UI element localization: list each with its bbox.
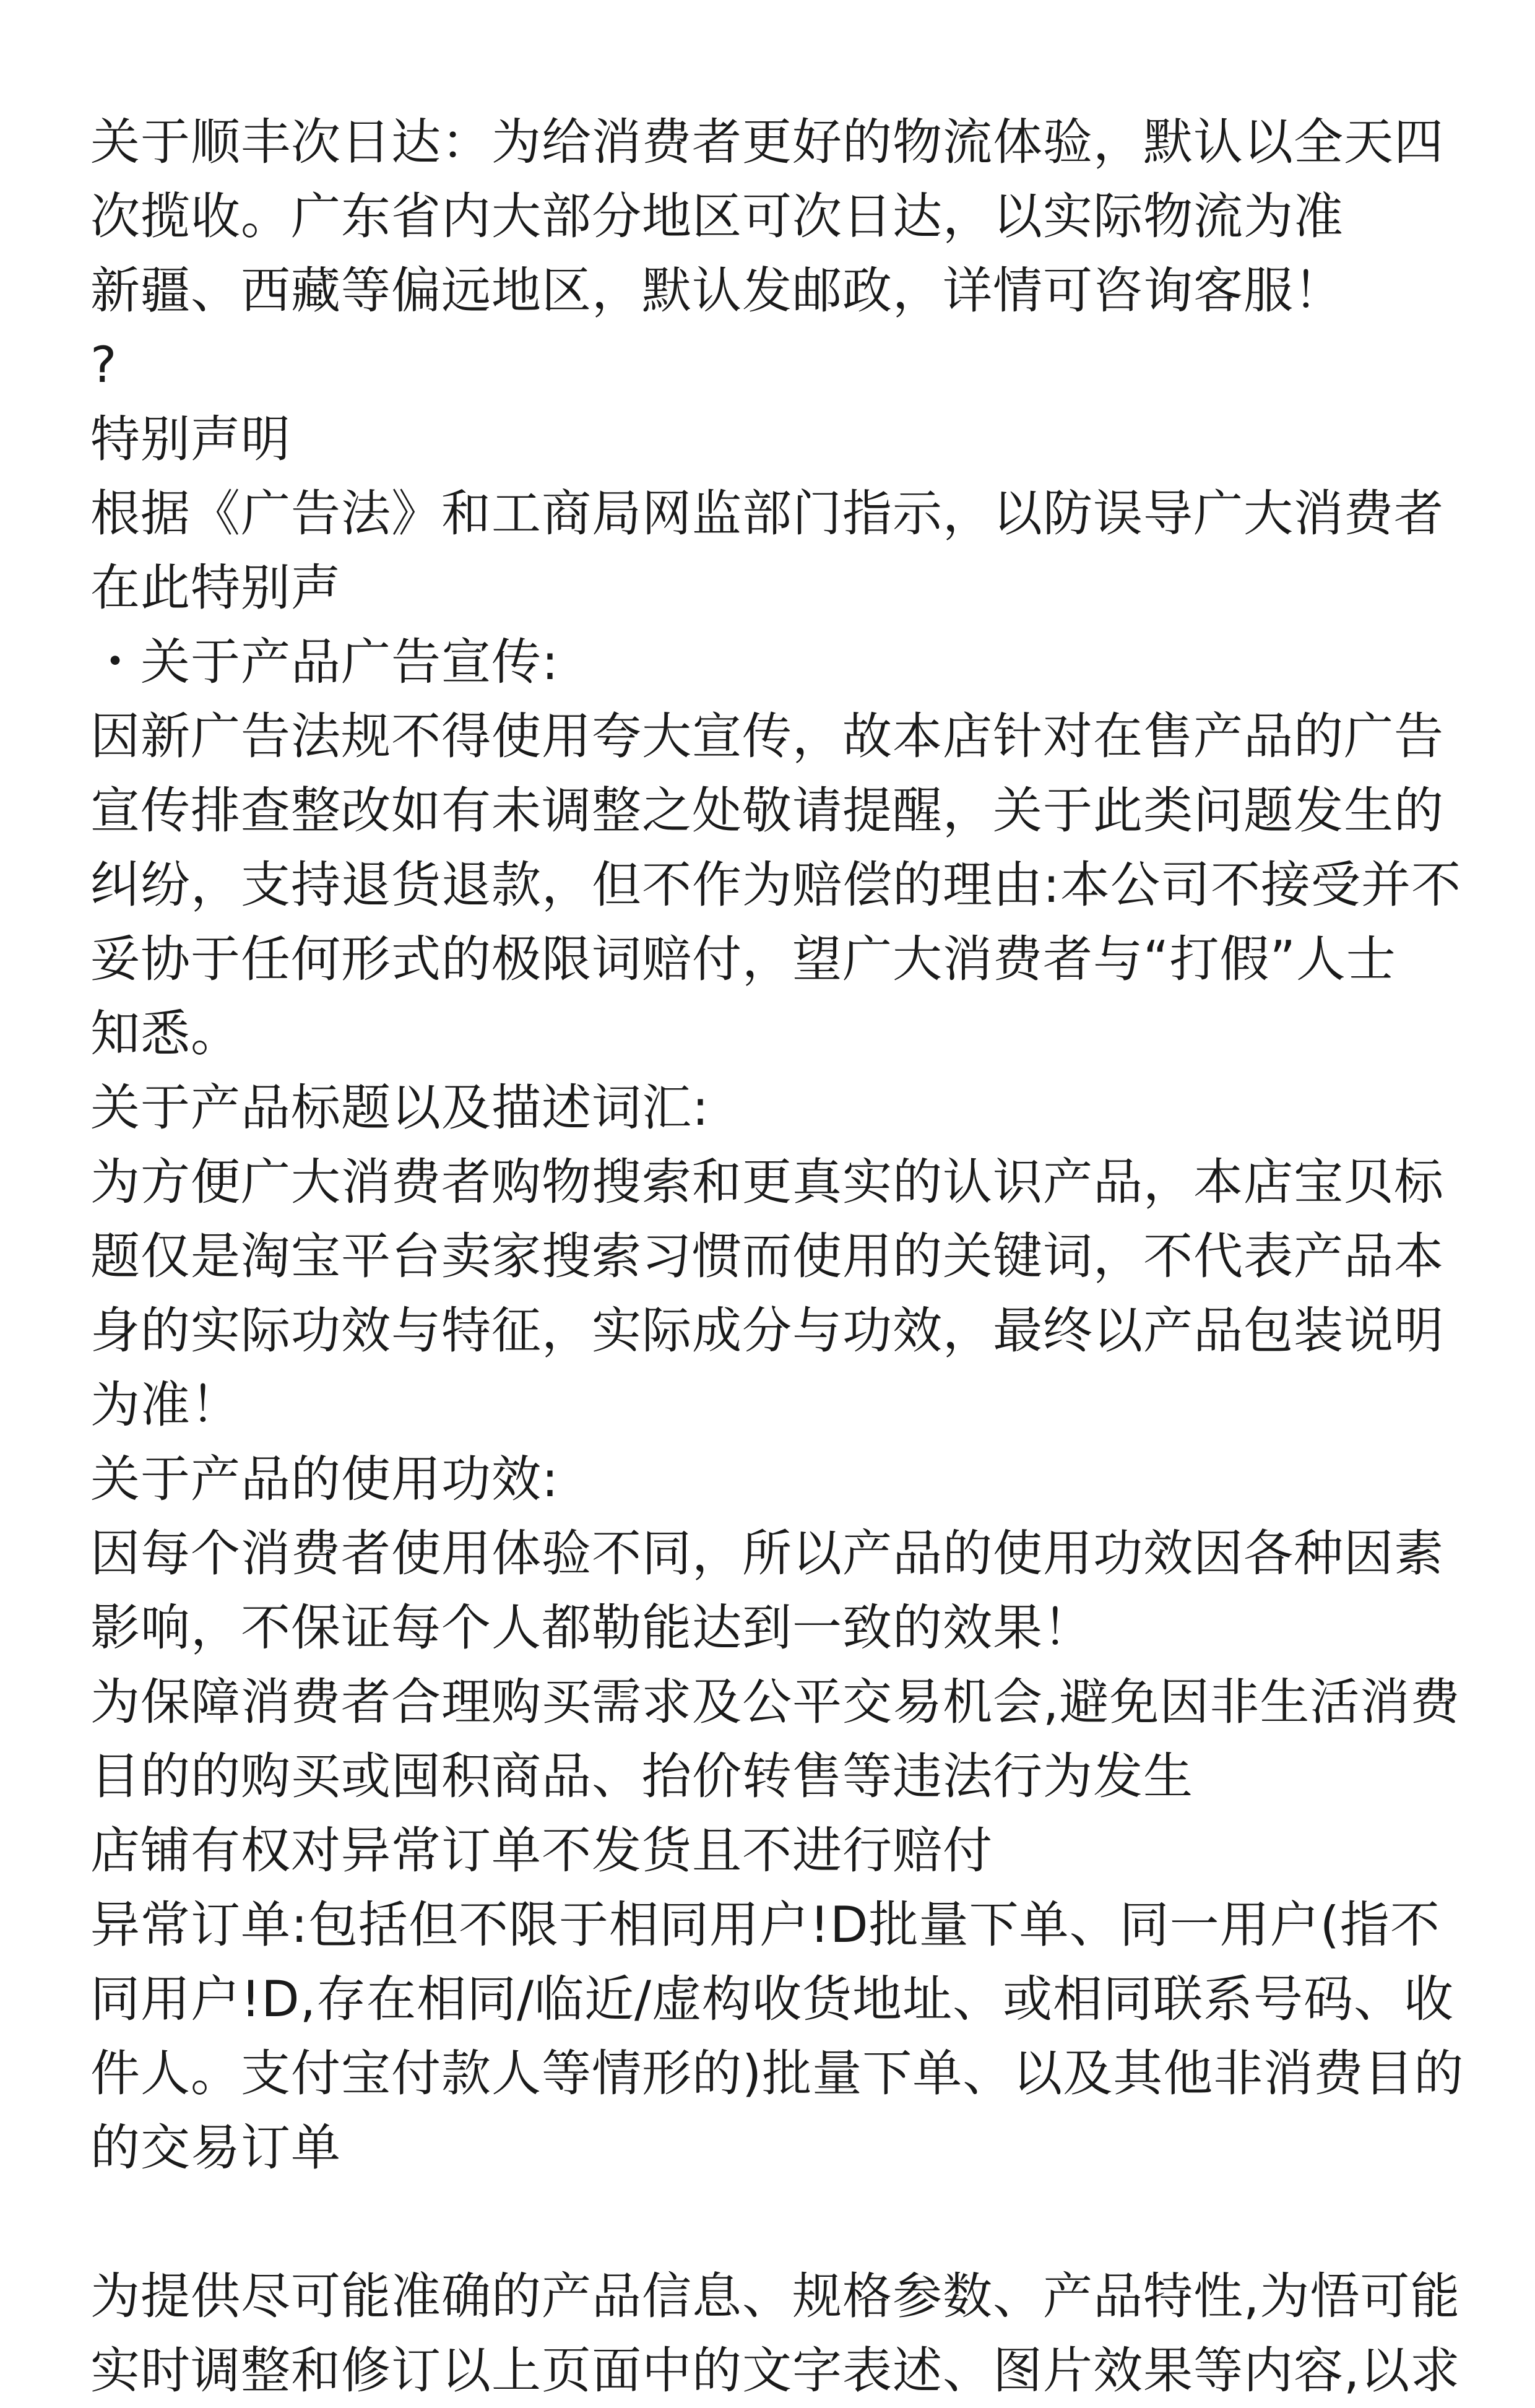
text-line: 妥协于任何形式的极限词赔付，望广大消费者与“打假”人士 — [90, 930, 1396, 988]
text-line: 在此特别声 — [90, 559, 341, 617]
section-heading: 特别声明 — [90, 410, 291, 468]
text-line: 题仅是淘宝平台卖家搜索习惯而使用的关键词，不代表产品本 — [90, 1228, 1444, 1285]
subsection-heading: 关于产品标题以及描述词汇: — [90, 1079, 709, 1137]
text-line: 因新广告法规不得使用夸大宣传，故本店针对在售产品的广告 — [90, 708, 1444, 765]
text-line: 为保障消费者合理购买需求及公平交易机会,避免因非生活消费 — [90, 1673, 1461, 1731]
text-line: 为准！ — [90, 1376, 241, 1434]
notice-document — [90, 105, 1477, 2408]
text-line: 纠纷，支持退货退款，但不作为赔偿的理由:本公司不接受并不 — [90, 856, 1461, 914]
text-line: 的交易订单 — [90, 2119, 341, 2176]
text-line: 关于顺丰次日达：为给消费者更好的物流体验，默认以全天四 — [90, 113, 1444, 171]
text-line: 实时调整和修订以上页面中的文字表述、图片效果等内容,以求 — [90, 2342, 1461, 2399]
subsection-heading: 关于产品的使用功效: — [90, 1450, 559, 1508]
text-line: 根据《广告法》和工商局网监部门指示，以防误导广大消费者 — [90, 485, 1444, 542]
text-line: 同用户!D,存在相同/临近/虚构收货地址、或相同联系号码、收 — [90, 1970, 1455, 2028]
text-line: 件人。支付宝付款人等情形的)批量下单、以及其他非消费目的 — [90, 2045, 1464, 2102]
text-line: 为方便广大消费者购物搜索和更真实的认识产品，本店宝贝标 — [90, 1153, 1444, 1211]
text-line: 异常订单:包括但不限于相同用户!D批量下单、同一用户(指不 — [90, 1896, 1440, 1954]
text-line: 知悉。 — [90, 1005, 241, 1062]
text-line: 影响，不保证每个人都勒能达到一致的效果！ — [90, 1599, 1093, 1657]
text-line: 因每个消费者使用体验不同，所以产品的使用功效因各种因素 — [90, 1525, 1444, 1582]
text-line: 新疆、西藏等偏远地区，默认发邮政，详情可咨询客服！ — [90, 262, 1344, 319]
text-line: 店铺有权对异常订单不发货且不进行赔付 — [90, 1822, 993, 1879]
text-line: 宣传排查整改如有未调整之处敬请提醒，关于此类问题发生的 — [90, 782, 1444, 839]
text-line: ? — [90, 336, 118, 394]
text-line: 次揽收。广东省内大部分地区可次日达，以实际物流为准 — [90, 188, 1344, 245]
text-line: 目的的购买或囤积商品、抬价转售等违法行为发生 — [90, 1748, 1193, 1805]
text-line: 身的实际功效与特征，实际成分与功效，最终以产品包装说明 — [90, 1302, 1444, 1359]
subsection-heading: ・关于产品广告宣传: — [90, 633, 559, 691]
blank-line — [90, 2185, 1477, 2259]
text-line: 为提供尽可能准确的产品信息、规格参数、产品特性,为悟可能 — [90, 2267, 1461, 2325]
